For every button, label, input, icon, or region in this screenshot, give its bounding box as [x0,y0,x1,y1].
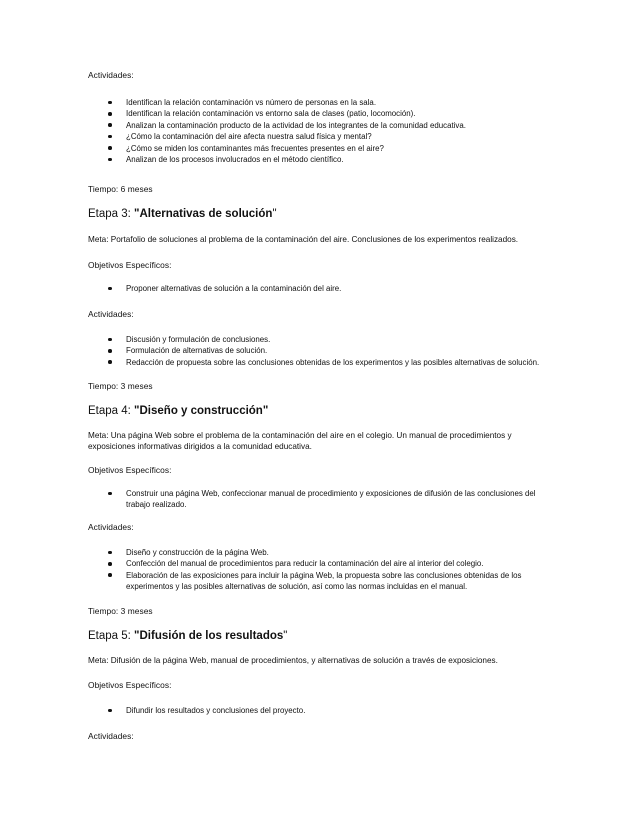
etapa5-actividades-label: Actividades: [88,731,134,741]
etapa5-suffix: " [283,630,288,642]
etapa3-prefix: Etapa 3: [88,208,135,220]
etapa5-title: "Difusión de los resultados [134,630,284,642]
list-item: Formulación de alternativas de solución. [88,345,543,356]
etapa4-heading [88,405,268,417]
etapa3-actividades-label: Actividades: [88,309,134,319]
list-item: Elaboración de las exposiciones para incluir la página Web, la propuesta sobre las conclusiones obtenidas de los experimentos y las posibles alternativas de solución, así como las normas incluidas en el manual. [88,570,543,593]
etapa4-objetivos-label: Objetivos Específicos: [88,465,172,475]
etapa3-heading [88,208,277,220]
etapa3-meta: Meta: Portafolio de soluciones al problema de la contaminación del aire. Conclusiones de los experimentos realizados. [88,235,519,244]
list-item: Construir una página Web, confeccionar manual de procedimiento y exposiciones de difusión de las conclusiones del trabajo realizado. [88,488,543,511]
etapa4-prefix: Etapa 4: [88,405,135,417]
etapa4-tiempo: Tiempo: 3 meses [88,606,153,616]
etapa4-objetivos-list [88,488,543,511]
list-item: Identifican la relación contaminación vs entorno sala de clases (patio, locomoción). [88,108,543,119]
etapa5-meta: Meta: Difusión de la página Web, manual de procedimientos, y alternativas de solución a través de exposiciones. [88,656,498,665]
etapa4-title: "Diseño y construcción" [134,405,269,417]
etapa5-objetivos-list [88,705,543,716]
list-item: Analizan de los procesos involucrados en el método científico. [88,154,543,165]
list-item: Discusión y formulación de conclusiones. [88,334,543,345]
etapa3-objetivos-label: Objetivos Específicos: [88,260,172,270]
list-item: Redacción de propuesta sobre las conclusiones obtenidas de los experimentos y las posibles alternativas de solución. [88,357,543,368]
list-item: Identifican la relación contaminación vs número de personas en la sala. [88,97,543,108]
list-item: Analizan la contaminación producto de la actividad de los integrantes de la comunidad educativa. [88,120,543,131]
etapa3-tiempo: Tiempo: 3 meses [88,381,153,391]
etapa4-actividades-list [88,547,543,593]
list-item: ¿Cómo se miden los contaminantes más frecuentes presentes en el aire? [88,143,543,154]
list-item: Proponer alternativas de solución a la contaminación del aire. [88,283,543,294]
etapa3-actividades-list [88,334,543,368]
list-item: Difundir los resultados y conclusiones del proyecto. [88,705,543,716]
tiempo-text: Tiempo: 6 meses [88,184,153,194]
etapa5-heading [88,630,287,642]
list-item: Confección del manual de procedimientos para reducir la contaminación del aire al interior del colegio. [88,558,543,569]
etapa4-meta: Meta: Una página Web sobre el problema de la contaminación del aire en el colegio. Un manual de procedimientos y exposiciones informativas dirigidos a la comunidad educativa. [88,431,512,451]
etapa3-suffix: " [272,208,277,220]
etapa5-objetivos-label: Objetivos Específicos: [88,680,172,690]
etapa3-title: "Alternativas de solución [134,208,273,220]
etapa5-prefix: Etapa 5: [88,630,135,642]
list-item: Diseño y construcción de la página Web. [88,547,543,558]
activities-list-1 [88,97,543,165]
list-item: ¿Cómo la contaminación del aire afecta nuestra salud física y mental? [88,131,543,142]
etapa4-actividades-label: Actividades: [88,522,134,532]
actividades-label: Actividades: [88,70,134,80]
etapa3-objetivos-list [88,283,543,294]
